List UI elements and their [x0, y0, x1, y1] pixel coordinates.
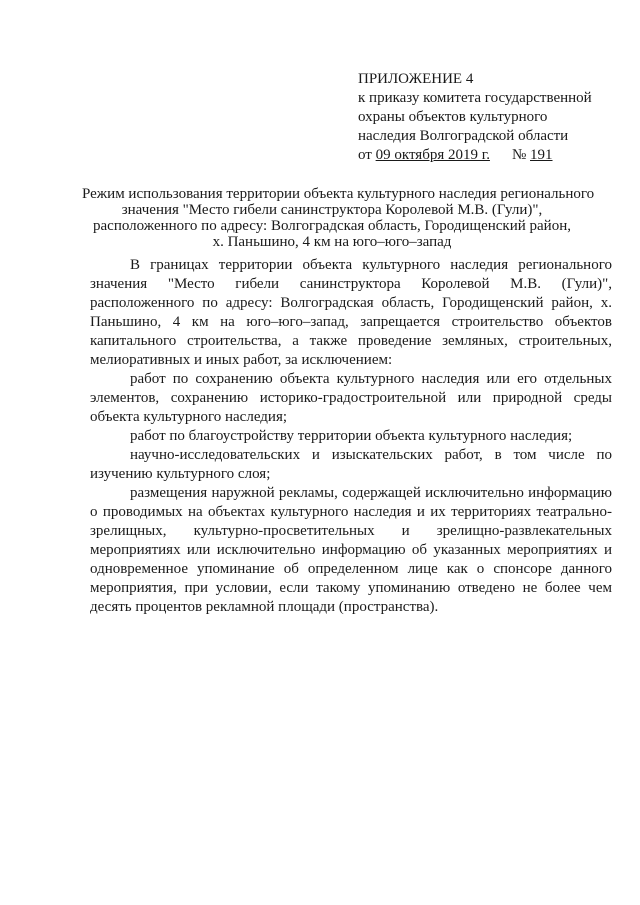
appendix-line-1: к приказу комитета государственной [358, 90, 592, 106]
body-paragraph: В границах территории объекта культурного наследия регионального значения "Место гибели санинструктора Королевой М.В. (Гули)", расположенного по адресу: Волгоградская область, Городищенский район, х. Паньшино, 4 км на юго–юго–запад, запрещается строительство объектов капитального строительства, а также проведение земляных, строительных, мелиоративных и иных работ, за исключением: [90, 257, 612, 368]
title-line-3: расположенного по адресу: Волгоградская область, Городищенский район, [93, 218, 571, 234]
appendix-number-label: № [511, 147, 527, 163]
document-title [82, 186, 595, 250]
appendix-number: 191 [530, 147, 553, 163]
body-paragraph: работ по сохранению объекта культурного наследия или его отдельных элементов, сохранению историко-градостроительной или природной среды объекта культурного наследия; [90, 371, 612, 425]
appendix-line-3: наследия Волгоградской области [358, 128, 569, 144]
body-paragraph: работ по благоустройству территории объекта культурного наследия; [130, 428, 573, 444]
appendix-date: 09 октября 2019 г. [375, 147, 490, 163]
appendix-line-2: охраны объектов культурного [358, 109, 548, 125]
title-line-2: значения "Место гибели санинструктора Королевой М.В. (Гули)", [121, 202, 543, 218]
document-body [90, 256, 612, 617]
body-paragraph: научно-исследовательских и изыскательских работ, в том числе по изучению культурного слоя; [90, 447, 612, 482]
appendix-date-line [358, 146, 628, 165]
body-paragraph: размещения наружной рекламы, содержащей исключительно информацию о проводимых на объектах культурного наследия и их территориях театрально-зрелищных, культурно-просветительных и зрелищно-развлекательных мероприятиях или исключительно информацию об указанных мероприятиях и одновременное упоминание об определенном лице как о спонсоре данного мероприятия, при условии, если такому упоминанию отведено не более чем десять процентов рекламной площади (пространства). [90, 485, 612, 615]
appendix-heading: ПРИЛОЖЕНИЕ 4 [358, 71, 474, 87]
appendix-from-prefix: от [358, 147, 372, 163]
title-line-1: Режим использования территории объекта культурного наследия регионального [82, 186, 595, 202]
title-line-4: х. Паньшино, 4 км на юго–юго–запад [212, 234, 452, 250]
appendix-block [358, 70, 628, 165]
